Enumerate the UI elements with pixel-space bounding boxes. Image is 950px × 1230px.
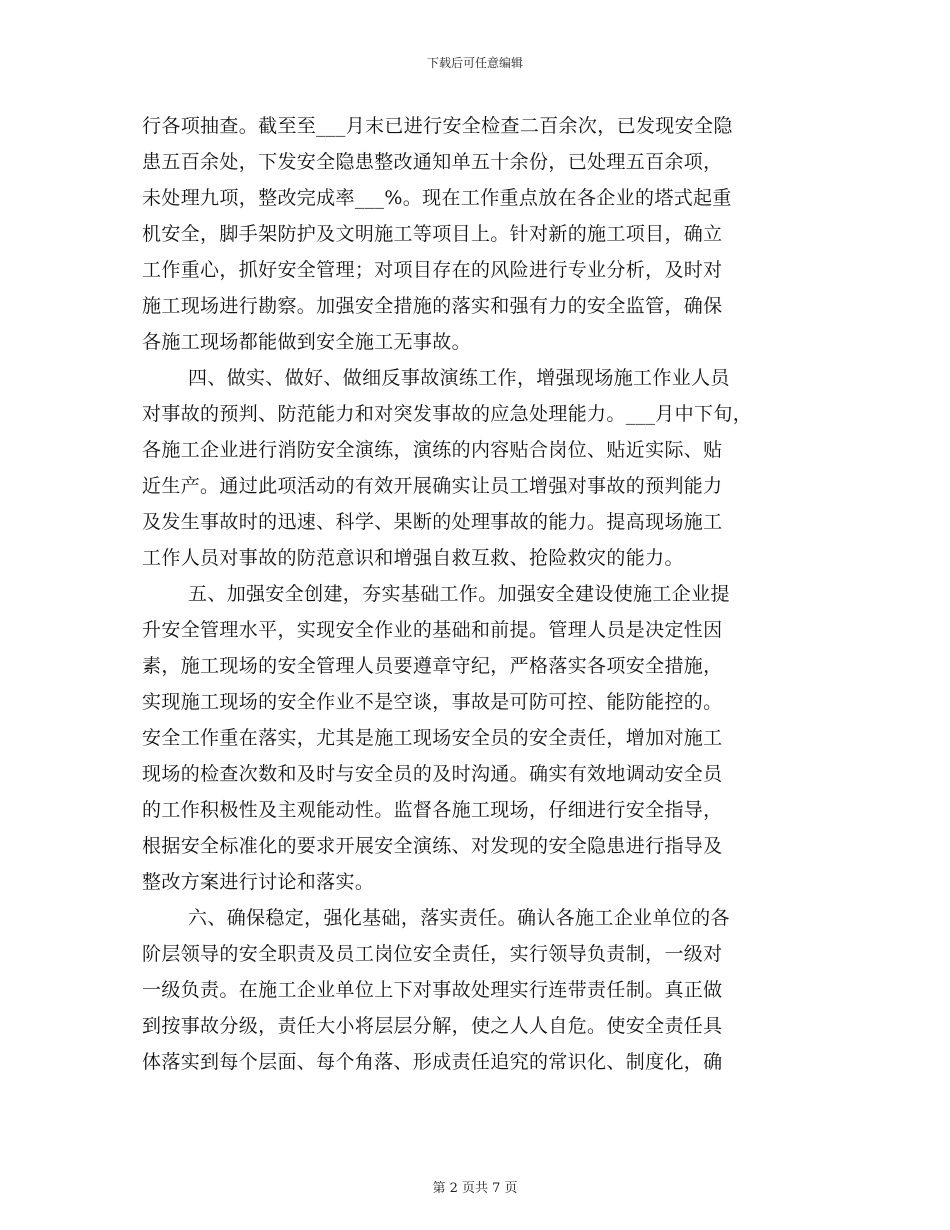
document-body <box>142 108 812 1080</box>
text-line: 各施工现场都能做到安全施工无事故。 <box>142 331 471 353</box>
paragraph-start-line: 五、加强安全创建，夯实基础工作。加强安全建设使施工企业提 <box>188 583 730 605</box>
text-line: 机安全，脚手架防护及文明施工等项目上。针对新的施工项目，确立 <box>142 223 723 245</box>
text-line: 施工现场进行勘察。加强安全措施的落实和强有力的安全监管，确保 <box>142 295 723 317</box>
text-line: 的工作积极性及主观能动性。监督各施工现场，仔细进行安全指导， <box>142 799 723 821</box>
text-line: 各施工企业进行消防安全演练，演练的内容贴合岗位、贴近实际、贴 <box>142 439 723 461</box>
paragraph-start-line: 六、确保稳定，强化基础，落实责任。确认各施工企业单位的各 <box>188 907 730 929</box>
text-line: 体落实到每个层面、每个角落、形成责任追究的常识化、制度化，确 <box>142 1051 723 1073</box>
text-line: 根据安全标准化的要求开展安全演练、对发现的安全隐患进行指导及 <box>142 835 723 857</box>
text-line: 工作重心，抓好安全管理；对项目存在的风险进行专业分析，及时对 <box>142 259 723 281</box>
text-line: 一级负责。在施工企业单位上下对事故处理实行连带责任制。真正做 <box>142 979 723 1001</box>
page-header: 下载后可任意编辑 <box>426 56 523 70</box>
text-line: 及发生事故时的迅速、科学、果断的处理事故的能力。提高现场施工 <box>142 511 723 533</box>
text-line: 工作人员对事故的防范意识和增强自救互救、抢险救灾的能力。 <box>142 547 684 569</box>
page-number-footer: 第 2 页共 7 页 <box>432 1181 518 1196</box>
paragraph-start-line: 四、做实、做好、做细反事故演练工作，增强现场施工作业人员 <box>188 367 730 389</box>
text-line: 到按事故分级，责任大小将层层分解，使之人人自危。使安全责任具 <box>142 1015 723 1037</box>
text-line: 实现施工现场的安全作业不是空谈，事故是可防可控、能防能控的。 <box>142 691 723 713</box>
text-line: 未处理九项，整改完成率___%。现在工作重点放在各企业的塔式起重 <box>142 187 732 209</box>
text-line: 安全工作重在落实，尤其是施工现场安全员的安全责任，增加对施工 <box>142 727 723 749</box>
text-line: 升安全管理水平，实现安全作业的基础和前提。管理人员是决定性因 <box>142 619 723 641</box>
text-line: 现场的检查次数和及时与安全员的及时沟通。确实有效地调动安全员 <box>142 763 723 785</box>
text-line: 患五百余处，下发安全隐患整改通知单五十余份，已处理五百余项， <box>142 151 723 173</box>
text-line: 整改方案进行讨论和落实。 <box>142 871 375 893</box>
text-line: 近生产。通过此项活动的有效开展确实让员工增强对事故的预判能力 <box>142 475 723 497</box>
text-line: 素，施工现场的安全管理人员要遵章守纪，严格落实各项安全措施， <box>142 655 723 677</box>
text-line: 对事故的预判、防范能力和对突发事故的应急处理能力。___月中下旬， <box>142 403 753 425</box>
text-line: 阶层领导的安全职责及员工岗位安全责任，实行领导负责制，一级对 <box>142 943 723 965</box>
text-line: 行各项抽查。截至至___月末已进行安全检查二百余次，已发现安全隐 <box>142 115 733 137</box>
